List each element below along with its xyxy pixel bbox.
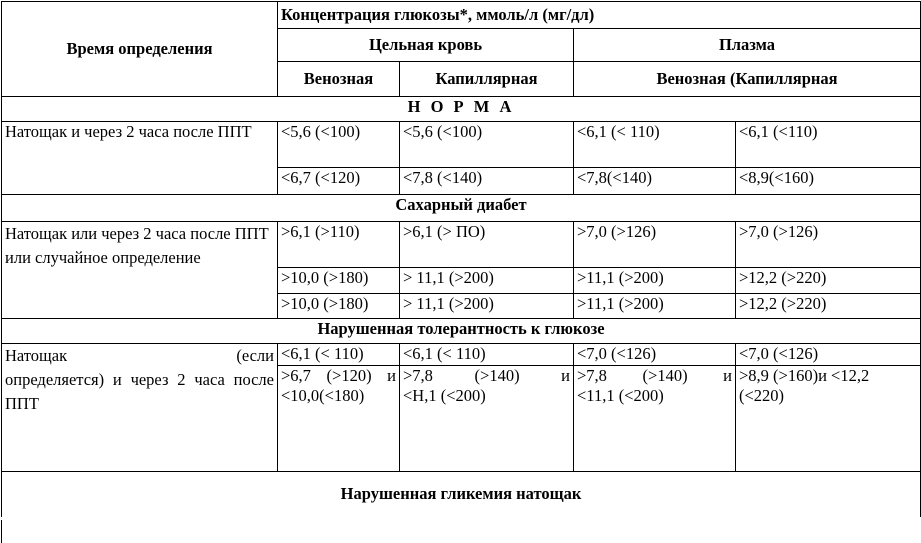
cell-line: >8,9 (>160)и <12,2 (739, 366, 870, 385)
header-time: Время определения (2, 2, 278, 97)
table-cell: > 11,1 (>200) (400, 268, 574, 294)
table-cell: <6,1 (< 110) (574, 122, 736, 168)
glucose-criteria-table (1, 1, 921, 517)
header-plasma-sub: Венозная (Капиллярная (574, 62, 921, 97)
row-label-tolerance (2, 344, 278, 472)
table-cell: >11,1 (>200) (574, 268, 736, 294)
section-title-tolerance: Нарушенная толерантность к глюкозе (2, 319, 921, 344)
row-label-norm: Натощак и через 2 часа после ППТ (2, 122, 278, 195)
section-title-diabetes: Сахарный диабет (2, 195, 921, 222)
table-cell: <5,6 (<100) (400, 122, 574, 168)
table-cell: >12,2 (>220) (736, 268, 921, 294)
cell-line: <11,1 (<200) (577, 386, 664, 405)
table-cell: <7,8 (<140) (400, 168, 574, 195)
table-cell: <7,0 (<126) (736, 344, 921, 366)
table-cell (400, 366, 574, 472)
table-cell: <8,9(<160) (736, 168, 921, 195)
cell-line: (<220) (739, 386, 785, 405)
table-cell: >6,1 (>110) (278, 222, 400, 268)
cell-line: <10,0(<180) (281, 386, 365, 405)
table-cell: <5,6 (<100) (278, 122, 400, 168)
table-cell: <6,1 (< 110) (400, 344, 574, 366)
table-cell: >11,1 (>200) (574, 294, 736, 319)
section-title-norm: Н О Р М А (2, 97, 921, 122)
header-capillary: Капиллярная (400, 62, 574, 97)
table-cell: <7,0 (<126) (574, 344, 736, 366)
table-cell: > 11,1 (>200) (400, 294, 574, 319)
header-whole-blood: Цельная кровь (278, 29, 574, 62)
table-cell: >10,0 (>180) (278, 294, 400, 319)
table-cell (736, 366, 921, 472)
table-cell: <6,1 (<110) (736, 122, 921, 168)
header-venous: Венозная (278, 62, 400, 97)
table-cell (278, 366, 400, 472)
table-cell (574, 366, 736, 472)
table-cell: <7,8(<140) (574, 168, 736, 195)
section-title-fasting: Нарушенная гликемия натощак (2, 472, 921, 517)
row-label-tolerance-paren: (если (236, 346, 274, 365)
table-cell: >10,0 (>180) (278, 268, 400, 294)
table-cell: >12,2 (>220) (736, 294, 921, 319)
cell-line: >7,8 (>140) и (403, 366, 570, 385)
row-label-diabetes: Натощак или через 2 часа после ППТ или случайное определение (2, 222, 278, 319)
header-concentration: Концентрация глюкозы*, ммоль/л (мг/дл) (278, 2, 921, 29)
table-cell: <6,1 (< 110) (278, 344, 400, 366)
row-label-tolerance-rest: определяется) и через 2 часа после ППТ (5, 370, 274, 413)
cell-line: >6,7 (>120) и (281, 366, 396, 385)
table-cell: <6,7 (<120) (278, 168, 400, 195)
header-plasma: Плазма (574, 29, 921, 62)
row-label-tolerance-start: Натощак (5, 346, 68, 365)
table-cell: >7,0 (>126) (574, 222, 736, 268)
cell-line: <Н,1 (<200) (403, 386, 486, 405)
table-cell: >6,1 (> ПО) (400, 222, 574, 268)
table-left-edge-continuation (1, 520, 2, 543)
table-cell: >7,0 (>126) (736, 222, 921, 268)
cell-line: >7,8 (>140) и (577, 366, 732, 385)
